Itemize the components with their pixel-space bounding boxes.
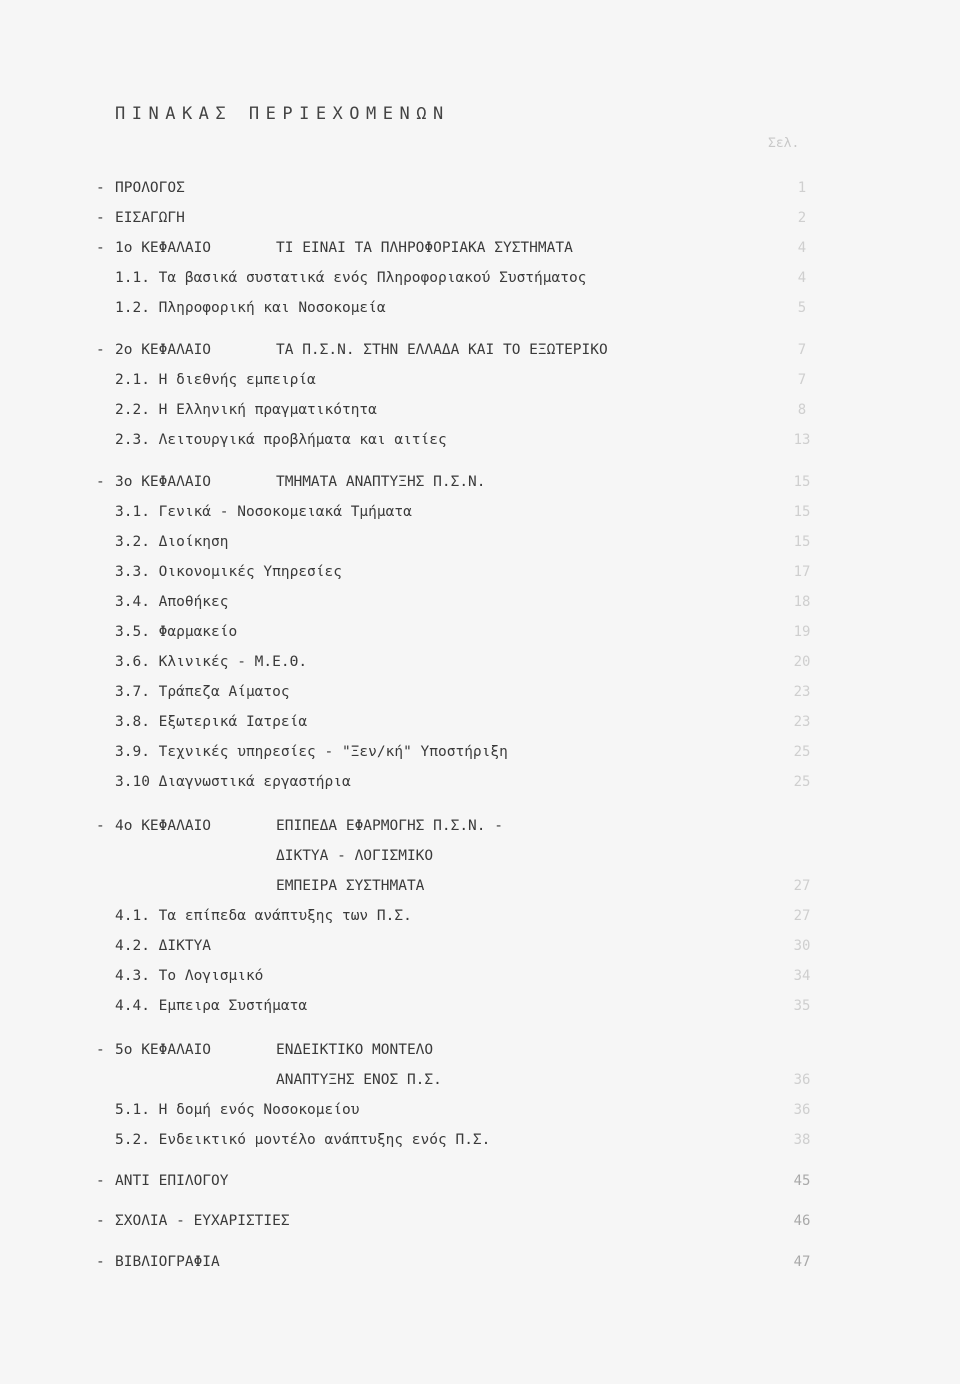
entry-chapter-label: 4ο ΚΕΦΑΛΑΙΟ <box>115 818 212 834</box>
entry-section-label: 4.3. Το Λογισμικό <box>115 968 264 984</box>
entry-section-label: 1.1. Τα βασικά συστατικά ενός Πληροφοριακού Συστήματος <box>115 270 587 286</box>
page-column-label: Σελ. <box>768 136 800 151</box>
toc-title: ΠΙΝΑΚΑΣ ΠΕΡΙΕΧΟΜΕΝΩΝ <box>115 104 450 124</box>
entry-page-number: 4 <box>797 240 807 256</box>
entry-chapter-label: 2ο ΚΕΦΑΛΑΙΟ <box>115 342 212 358</box>
entry-page-number: 46 <box>793 1213 811 1229</box>
toc-entry <box>0 740 960 764</box>
entry-dash: - <box>96 1173 105 1189</box>
toc-entry <box>0 620 960 644</box>
toc-entry <box>0 338 960 362</box>
entry-page-number: 18 <box>793 594 811 610</box>
entry-section-label: 2.3. Λειτουργικά προβλήματα και αιτίες <box>115 432 447 448</box>
toc-entry <box>0 1038 960 1062</box>
toc-entry <box>0 1209 960 1233</box>
toc-entry <box>0 710 960 734</box>
entry-chapter-label: ΠΡΟΛΟΓΟΣ <box>115 180 185 196</box>
entry-page-number: 7 <box>797 372 807 388</box>
entry-page-number: 20 <box>793 654 811 670</box>
entry-page-number: 15 <box>793 504 811 520</box>
entry-page-number: 8 <box>797 402 807 418</box>
entry-section-label: 1.2. Πληροφορική και Νοσοκομεία <box>115 300 386 316</box>
entry-section-label: 3.2. Διοίκηση <box>115 534 229 550</box>
entry-page-number: 34 <box>793 968 811 984</box>
entry-chapter-heading: ΤΙ ΕΙΝΑΙ ΤΑ ΠΛΗΡΟΦΟΡΙΑΚΑ ΣΥΣΤΗΜΑΤΑ <box>276 240 573 256</box>
entry-chapter-heading: ΔΙΚΤΥΑ - ΛΟΓΙΣΜΙΚΟ <box>276 848 434 864</box>
toc-entry <box>0 368 960 392</box>
toc-entry <box>0 1169 960 1193</box>
toc-entry <box>0 964 960 988</box>
toc-entry <box>0 1250 960 1274</box>
entry-chapter-label: 5ο ΚΕΦΑΛΑΙΟ <box>115 1042 212 1058</box>
entry-page-number: 5 <box>797 300 807 316</box>
entry-section-label: 2.1. Η διεθνής εμπειρία <box>115 372 316 388</box>
entry-chapter-label: ΣΧΟΛΙΑ - ΕΥΧΑΡΙΣΤΙΕΣ <box>115 1213 290 1229</box>
toc-entry <box>0 500 960 524</box>
entry-page-number: 23 <box>793 684 811 700</box>
entry-chapter-label: ΒΙΒΛΙΟΓΡΑΦΙΑ <box>115 1254 220 1270</box>
toc-entry <box>0 680 960 704</box>
toc-entry <box>0 770 960 794</box>
entry-page-number: 7 <box>797 342 807 358</box>
entry-page-number: 19 <box>793 624 811 640</box>
toc-entry <box>0 814 960 838</box>
entry-chapter-heading: ΑΝΑΠΤΥΞΗΣ ΕΝΟΣ Π.Σ. <box>276 1072 442 1088</box>
entry-page-number: 36 <box>793 1102 811 1118</box>
entry-page-number: 17 <box>793 564 811 580</box>
entry-dash: - <box>96 1254 105 1270</box>
entry-dash: - <box>96 342 105 358</box>
entry-dash: - <box>96 474 105 490</box>
entry-chapter-label: 3ο ΚΕΦΑΛΑΙΟ <box>115 474 212 490</box>
entry-dash: - <box>96 240 105 256</box>
entry-section-label: 4.4. Εμπειρα Συστήματα <box>115 998 308 1014</box>
entry-dash: - <box>96 1042 105 1058</box>
toc-entry <box>0 428 960 452</box>
entry-dash: - <box>96 180 105 196</box>
toc-entry <box>0 398 960 422</box>
entry-section-label: 4.1. Τα επίπεδα ανάπτυξης των Π.Σ. <box>115 908 412 924</box>
entry-page-number: 30 <box>793 938 811 954</box>
entry-page-number: 35 <box>793 998 811 1014</box>
entry-page-number: 23 <box>793 714 811 730</box>
toc-entry <box>0 296 960 320</box>
entry-page-number: 45 <box>793 1173 811 1189</box>
entry-page-number: 4 <box>797 270 807 286</box>
entry-section-label: 3.1. Γενικά - Νοσοκομειακά Τμήματα <box>115 504 412 520</box>
entry-chapter-label: 1ο ΚΕΦΑΛΑΙΟ <box>115 240 212 256</box>
toc-entry <box>0 844 960 868</box>
entry-dash: - <box>96 210 105 226</box>
toc-entry <box>0 470 960 494</box>
entry-page-number: 38 <box>793 1132 811 1148</box>
toc-entry <box>0 650 960 674</box>
toc-entry <box>0 176 960 200</box>
entry-section-label: 3.10 Διαγνωστικά εργαστήρια <box>115 774 351 790</box>
entry-chapter-heading: ΕΝΔΕΙΚΤΙΚΟ ΜΟΝΤΕΛΟ <box>276 1042 434 1058</box>
entry-section-label: 3.8. Εξωτερικά Ιατρεία <box>115 714 308 730</box>
toc-entry <box>0 1098 960 1122</box>
entry-page-number: 36 <box>793 1072 811 1088</box>
entry-chapter-heading: ΤΜΗΜΑΤΑ ΑΝΑΠΤΥΞΗΣ Π.Σ.Ν. <box>276 474 486 490</box>
entry-section-label: 3.9. Τεχνικές υπηρεσίες - "Ξεν/κή" Υποστήριξη <box>115 744 508 760</box>
toc-entry <box>0 1128 960 1152</box>
entry-section-label: 5.1. Η δομή ενός Νοσοκομείου <box>115 1102 360 1118</box>
entry-section-label: 4.2. ΔΙΚΤΥΑ <box>115 938 212 954</box>
toc-entry <box>0 206 960 230</box>
entry-dash: - <box>96 1213 105 1229</box>
toc-entry <box>0 874 960 898</box>
toc-entry <box>0 904 960 928</box>
toc-entry <box>0 590 960 614</box>
entry-page-number: 25 <box>793 744 811 760</box>
entry-page-number: 47 <box>793 1254 811 1270</box>
entry-dash: - <box>96 818 105 834</box>
entry-page-number: 13 <box>793 432 811 448</box>
entry-page-number: 15 <box>793 474 811 490</box>
entry-section-label: 5.2. Ενδεικτικό μοντέλο ανάπτυξης ενός Π.Σ. <box>115 1132 491 1148</box>
entry-page-number: 15 <box>793 534 811 550</box>
toc-entry <box>0 530 960 554</box>
toc-entry <box>0 1068 960 1092</box>
entry-section-label: 3.3. Οικονομικές Υπηρεσίες <box>115 564 342 580</box>
entry-chapter-heading: ΤΑ Π.Σ.Ν. ΣΤΗΝ ΕΛΛΑΔΑ ΚΑΙ ΤΟ ΕΞΩΤΕΡΙΚΟ <box>276 342 608 358</box>
toc-entry <box>0 994 960 1018</box>
entry-chapter-heading: ΕΜΠΕΙΡΑ ΣΥΣΤΗΜΑΤΑ <box>276 878 425 894</box>
entry-chapter-heading: ΕΠΙΠΕΔΑ ΕΦΑΡΜΟΓΗΣ Π.Σ.Ν. - <box>276 818 503 834</box>
entry-section-label: 3.4. Αποθήκες <box>115 594 229 610</box>
toc-entry <box>0 934 960 958</box>
entry-section-label: 3.6. Κλινικές - Μ.Ε.Θ. <box>115 654 308 670</box>
entry-section-label: 3.5. Φαρμακείο <box>115 624 238 640</box>
entry-page-number: 1 <box>797 180 807 196</box>
entry-page-number: 27 <box>793 908 811 924</box>
toc-entry <box>0 560 960 584</box>
entry-page-number: 25 <box>793 774 811 790</box>
toc-entry <box>0 266 960 290</box>
entry-page-number: 2 <box>797 210 807 226</box>
entry-chapter-label: ΑΝΤΙ ΕΠΙΛΟΓΟΥ <box>115 1173 229 1189</box>
toc-entry <box>0 236 960 260</box>
entry-section-label: 3.7. Τράπεζα Αίματος <box>115 684 290 700</box>
entry-chapter-label: ΕΙΣΑΓΩΓΗ <box>115 210 185 226</box>
entry-page-number: 27 <box>793 878 811 894</box>
entry-section-label: 2.2. Η Ελληνική πραγματικότητα <box>115 402 377 418</box>
